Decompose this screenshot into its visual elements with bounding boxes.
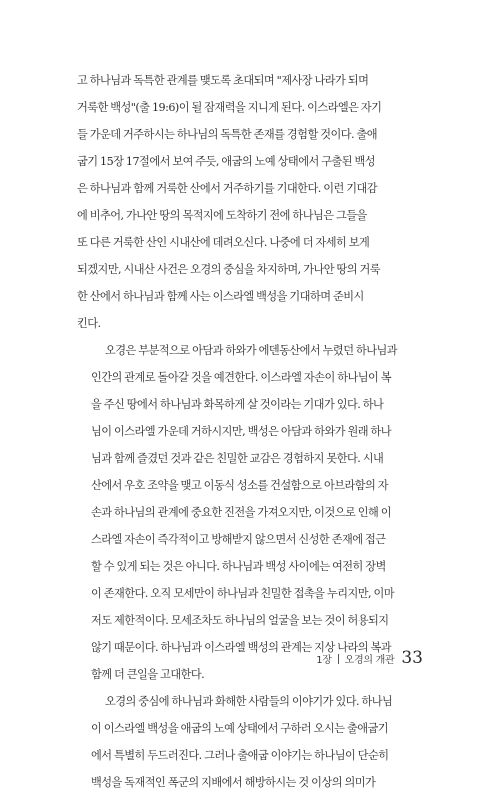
text-line: 오경의 중심에 하나님과 화해한 사람들의 이야기가 있다. 하나님	[105, 695, 393, 708]
text-line: 손과 하나님의 관계에 중요한 진전을 가져오지만, 이것으로 인해 이	[91, 506, 391, 519]
text-line: 킨다.	[77, 317, 101, 330]
text-line: 에 비추어, 가나안 땅의 목적지에 도착하기 전에 하나님은 그들을	[77, 209, 367, 222]
paragraph-1	[77, 67, 427, 337]
text-line: 한 산에서 하나님과 함께 사는 이스라엘 백성을 기대하며 준비시	[77, 290, 364, 303]
body-text	[77, 67, 427, 796]
text-line: 않기 때문이다. 하나님과 이스라엘 백성의 관계는 지상 나라의 복과	[91, 641, 391, 654]
text-line: 이 이스라엘 백성을 애굽의 노예 상태에서 구하러 오시는 출애굽기	[91, 722, 388, 735]
text-line: 되겠지만, 시내산 사건은 오경의 중심을 차지하며, 가나안 땅의 거룩	[77, 263, 381, 276]
text-line: 스라엘 자손이 즉각적이고 방해받지 않으면서 신성한 존재에 접근	[91, 533, 386, 546]
text-line: 또 다른 거룩한 산인 시내산에 데려오신다. 나중에 더 자세히 보게	[77, 236, 370, 249]
text-line: 산에서 우호 조약을 맺고 이동식 성소를 건설함으로 아브라함의 자	[91, 479, 388, 492]
page-number: 33	[401, 648, 423, 668]
paragraph-2	[77, 337, 427, 688]
text-line: 들 가운데 거주하시는 하나님의 독특한 존재를 경험할 것이다. 출애	[77, 128, 377, 141]
chapter-label: 1장	[316, 655, 332, 666]
page-footer	[316, 648, 423, 668]
section-title: 오경의 개관	[344, 655, 395, 666]
text-line: 님이 이스라엘 가운데 거하시지만, 백성은 아담과 하와가 원래 하나	[91, 425, 391, 438]
text-line: 을 주신 땅에서 하나님과 화목하게 살 것이라는 기대가 있다. 하나	[91, 398, 384, 411]
text-line: 할 수 있게 되는 것은 아니다. 하나님과 백성 사이에는 여전히 장벽	[91, 560, 386, 573]
text-line: 고 하나님과 독특한 관계를 맺도록 초대되며 "제사장 나라가 되며	[77, 74, 369, 87]
text-line: 은 하나님과 함께 거룩한 산에서 거주하기를 기대한다. 이런 기대감	[77, 182, 377, 195]
text-line: 거룩한 백성"(출 19:6)이 될 잠재력을 지니게 된다. 이스라엘은 자기	[77, 101, 382, 114]
text-line: 에서 특별히 두드러진다. 그러나 출애굽 이야기는 하나님이 단순히	[91, 749, 389, 762]
text-line: 이 존재한다. 오직 모세만이 하나님과 친밀한 접촉을 누리지만, 이마	[91, 587, 395, 600]
footer-divider	[338, 654, 339, 664]
text-line: 백성을 독재적인 폭군의 지배에서 해방하시는 것 이상의 의미가	[91, 776, 376, 789]
text-line: 인간의 관계로 돌아갈 것을 예견한다. 이스라엘 자손이 하나님이 복	[91, 371, 391, 384]
text-line: 님과 함께 즐겼던 것과 같은 친밀한 교감은 경험하지 못한다. 시내	[91, 452, 384, 465]
text-line: 저도 제한적이다. 모세조차도 하나님의 얼굴을 보는 것이 허용되지	[91, 614, 389, 627]
paragraph-3	[77, 688, 427, 796]
text-line: 오경은 부분적으로 아담과 하와가 에덴동산에서 누렸던 하나님과	[105, 344, 397, 357]
text-line: 함께 더 큰일을 고대한다.	[91, 668, 205, 681]
text-line: 굽기 15장 17절에서 보여 주듯, 애굽의 노예 상태에서 구출된 백성	[77, 155, 376, 168]
